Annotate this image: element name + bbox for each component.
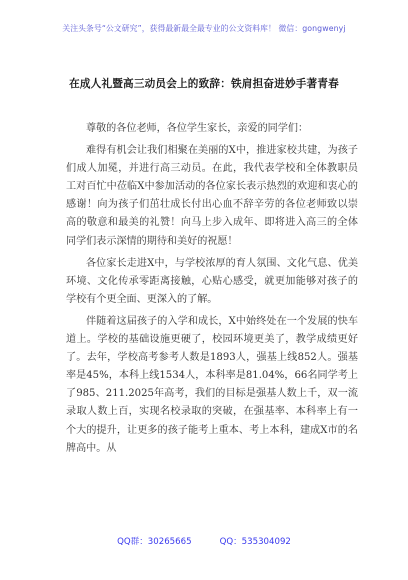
- paragraph: 各位家长走进X中，与学校浓厚的育人氛围、文化气息、优美环境、文化传承零距离接触，心贴心感受，就更加能够对孩子的学校有个更全面、更深入的了解。: [66, 257, 358, 305]
- footer-qq-group: QQ群：30265665: [117, 537, 192, 547]
- salutation: 尊敬的各位老师，各位学生家长，亲爱的同学们：: [86, 123, 309, 134]
- paragraph: 伴随着这届孩子的入学和成长，X中始终处在一个发展的快车道上。学校的基础设施更硬了，校园环境更美了，教学成绩更好了。去年，学校高考参考人数是1893人，强基上线852人。强基率是45%，本科上线1534人，本科率是81.04%，66名同学考上了985、211.2025年高考，我们的目标是强基人数上千，双一流录取人数上百，实现名校录取的突破，在强基率、本科率上有一个大的提升，让更多的孩子能考上重本、考上本科，建成X市的名牌高中。从: [66, 315, 358, 454]
- page-header-banner: 关注头条号“公文研究”，获得最新最全最专业的公文资料库！ 微信：gongwenyj: [62, 24, 346, 33]
- page-footer: [0, 535, 408, 547]
- footer-qq-number: QQ：535304092: [219, 537, 291, 547]
- document-title: 在成人礼暨高三动员会上的致辞：铁肩担奋进妙手著青春: [69, 78, 339, 90]
- paragraph: 难得有机会让我们相聚在美丽的X中，推进家校共建，为孩子们成人加冕，并进行高三动员。在此，我代表学校和全体教职员工对百忙中莅临X中参加活动的各位家长表示热烈的欢迎和衷心的感谢！向为孩子们茁壮成长付出心血不辞辛劳的各位老师致以崇高的敬意和最美的礼赞！向马上步入成年、即将进入高三的全体同学们表示深情的期待和美好的祝愿！: [66, 145, 358, 247]
- document-body: [66, 120, 358, 458]
